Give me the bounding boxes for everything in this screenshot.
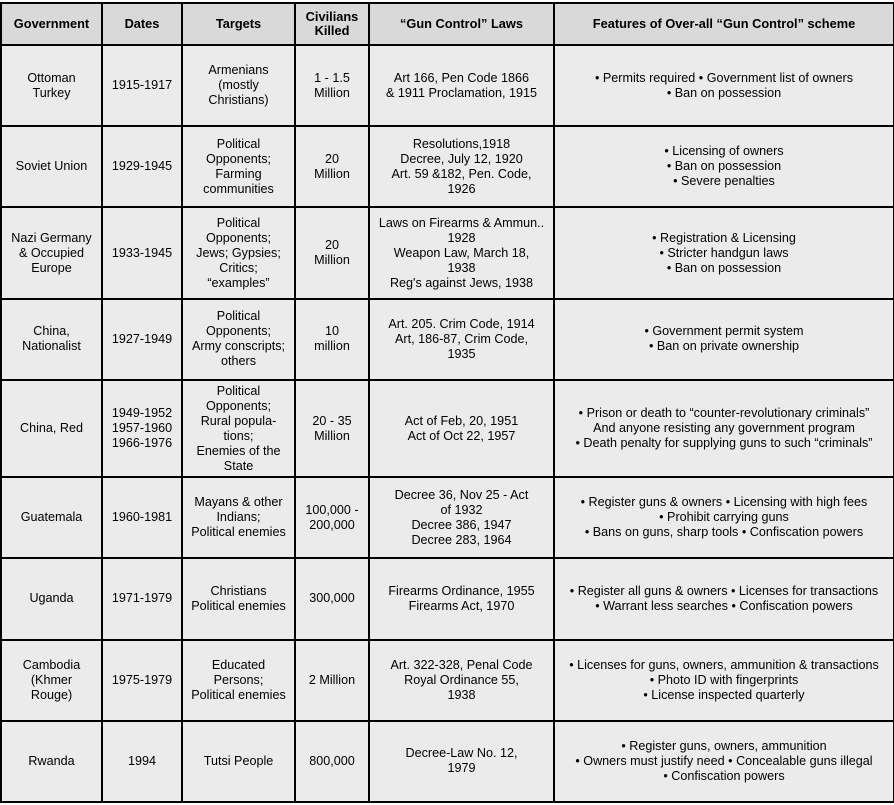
cell-features: • Licensing of owners • Ban on possession • Severe penalties <box>554 126 894 207</box>
cell-laws: Laws on Firearms & Ammun.. 1928 Weapon Law, March 18, 1938 Reg's against Jews, 1938 <box>369 207 554 298</box>
cell-laws: Act of Feb, 20, 1951 Act of Oct 22, 1957 <box>369 380 554 477</box>
cell-civilians-killed: 800,000 <box>295 721 369 802</box>
cell-laws: Art 166, Pen Code 1866 & 1911 Proclamation, 1915 <box>369 45 554 126</box>
table-row <box>1 640 894 721</box>
header-government: Government <box>1 3 102 45</box>
cell-government: Ottoman Turkey <box>1 45 102 126</box>
cell-laws: Firearms Ordinance, 1955 Firearms Act, 1970 <box>369 558 554 639</box>
cell-laws: Resolutions,1918 Decree, July 12, 1920 Art. 59 &182, Pen. Code, 1926 <box>369 126 554 207</box>
cell-dates: 1949-1952 1957-1960 1966-1976 <box>102 380 182 477</box>
cell-dates: 1915-1917 <box>102 45 182 126</box>
cell-dates: 1933-1945 <box>102 207 182 298</box>
cell-features: • Licenses for guns, owners, ammunition & transactions • Photo ID with fingerprints • License inspected quarterly <box>554 640 894 721</box>
cell-government: Cambodia (Khmer Rouge) <box>1 640 102 721</box>
cell-civilians-killed: 1 - 1.5 Million <box>295 45 369 126</box>
cell-targets: Christians Political enemies <box>182 558 295 639</box>
cell-laws: Art. 205. Crim Code, 1914 Art, 186-87, Crim Code, 1935 <box>369 299 554 380</box>
cell-dates: 1994 <box>102 721 182 802</box>
table-row <box>1 721 894 802</box>
cell-targets: Mayans & other Indians; Political enemies <box>182 477 295 558</box>
gun-control-table <box>0 2 894 803</box>
cell-government: Uganda <box>1 558 102 639</box>
table-row <box>1 126 894 207</box>
cell-civilians-killed: 20 Million <box>295 126 369 207</box>
cell-features: • Register guns & owners • Licensing with high fees • Prohibit carrying guns • Bans on guns, sharp tools • Confiscation powers <box>554 477 894 558</box>
cell-government: China, Nationalist <box>1 299 102 380</box>
header-row <box>1 3 894 45</box>
cell-laws: Decree 36, Nov 25 - Act of 1932 Decree 386, 1947 Decree 283, 1964 <box>369 477 554 558</box>
cell-government: Rwanda <box>1 721 102 802</box>
table-row <box>1 45 894 126</box>
cell-targets: Political Opponents; Jews; Gypsies; Critics; “examples” <box>182 207 295 298</box>
table-row <box>1 477 894 558</box>
cell-targets: Political Opponents; Rural popula- tions; Enemies of the State <box>182 380 295 477</box>
cell-features: • Register all guns & owners • Licenses for transactions • Warrant less searches • Confiscation powers <box>554 558 894 639</box>
cell-dates: 1929-1945 <box>102 126 182 207</box>
cell-civilians-killed: 300,000 <box>295 558 369 639</box>
cell-features: • Permits required • Government list of owners • Ban on possession <box>554 45 894 126</box>
cell-dates: 1975-1979 <box>102 640 182 721</box>
cell-civilians-killed: 20 Million <box>295 207 369 298</box>
cell-targets: Political Opponents; Army conscripts; others <box>182 299 295 380</box>
cell-government: China, Red <box>1 380 102 477</box>
cell-dates: 1971-1979 <box>102 558 182 639</box>
cell-civilians-killed: 100,000 - 200,000 <box>295 477 369 558</box>
cell-features: • Registration & Licensing • Stricter handgun laws • Ban on possession <box>554 207 894 298</box>
cell-government: Nazi Germany & Occupied Europe <box>1 207 102 298</box>
cell-targets: Educated Persons; Political enemies <box>182 640 295 721</box>
header-dates: Dates <box>102 3 182 45</box>
cell-government: Soviet Union <box>1 126 102 207</box>
cell-targets: Armenians (mostly Christians) <box>182 45 295 126</box>
cell-features: • Register guns, owners, ammunition • Owners must justify need • Concealable guns illegal • Confiscation powers <box>554 721 894 802</box>
cell-government: Guatemala <box>1 477 102 558</box>
header-civilians-killed: Civilians Killed <box>295 3 369 45</box>
header-targets: Targets <box>182 3 295 45</box>
header-features: Features of Over-all “Gun Control” scheme <box>554 3 894 45</box>
cell-targets: Tutsi People <box>182 721 295 802</box>
cell-features: • Prison or death to “counter-revolutionary criminals” And anyone resisting any government program • Death penalty for supplying guns to such “criminals” <box>554 380 894 477</box>
cell-dates: 1927-1949 <box>102 299 182 380</box>
cell-civilians-killed: 10 million <box>295 299 369 380</box>
cell-laws: Decree-Law No. 12, 1979 <box>369 721 554 802</box>
table-row <box>1 558 894 639</box>
cell-civilians-killed: 2 Million <box>295 640 369 721</box>
table-row <box>1 299 894 380</box>
table-row <box>1 207 894 298</box>
cell-targets: Political Opponents; Farming communities <box>182 126 295 207</box>
cell-features: • Government permit system • Ban on private ownership <box>554 299 894 380</box>
cell-civilians-killed: 20 - 35 Million <box>295 380 369 477</box>
table-row <box>1 380 894 477</box>
header-gun-control-laws: “Gun Control” Laws <box>369 3 554 45</box>
cell-dates: 1960-1981 <box>102 477 182 558</box>
cell-laws: Art. 322-328, Penal Code Royal Ordinance 55, 1938 <box>369 640 554 721</box>
